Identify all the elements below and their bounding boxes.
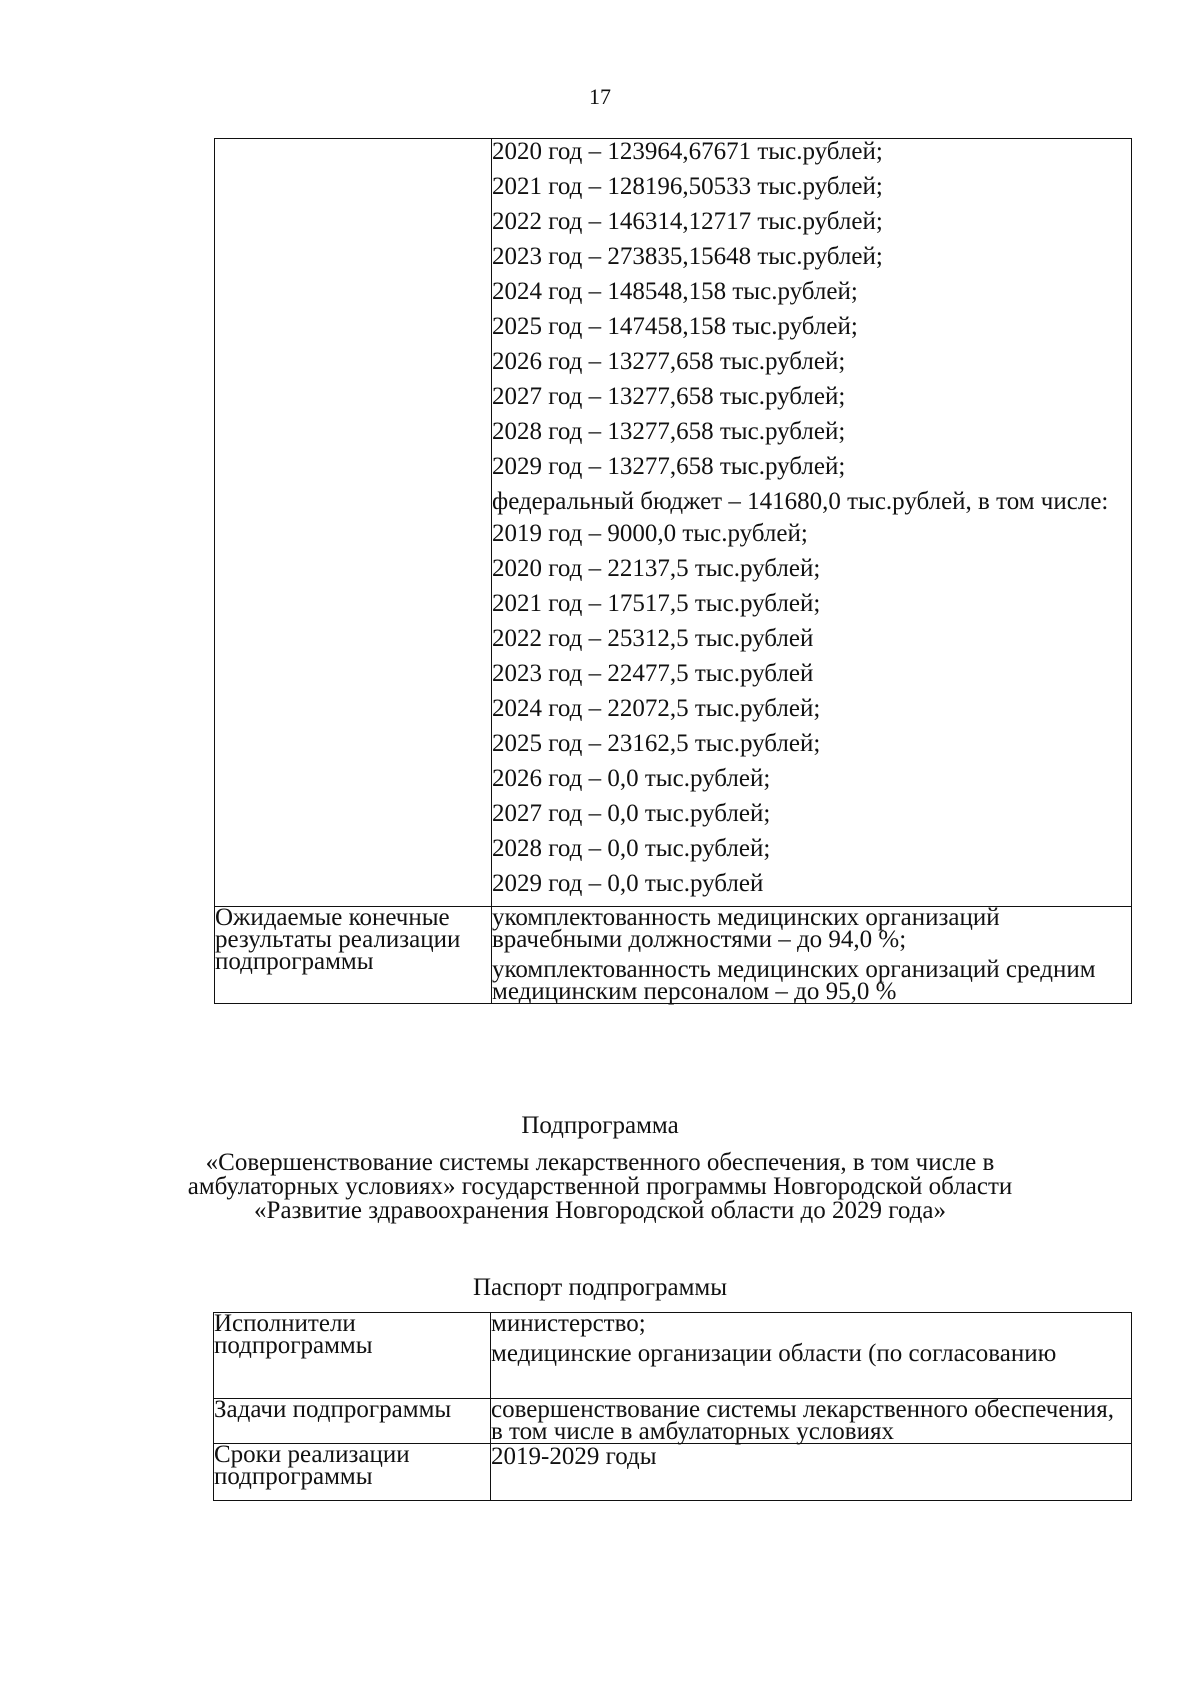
passport-heading: Паспорт подпрограммы (472, 1274, 728, 1301)
federal-funding-line: 2027 год – 0,0 тыс.рублей; (492, 800, 771, 827)
passport-row-terms (214, 1444, 1132, 1501)
federal-funding-line: 2023 год – 22477,5 тыс.рублей (492, 660, 814, 687)
federal-funding-line: 2019 год – 9000,0 тыс.рублей; (492, 520, 808, 547)
executor-item: медицинские организации области (по согласованию (491, 1340, 1057, 1367)
federal-funding-line: 2021 год – 17517,5 тыс.рублей; (492, 590, 821, 617)
federal-funding-line: 2029 год – 0,0 тыс.рублей (492, 870, 764, 897)
funding-row (215, 139, 1132, 907)
result-item: укомплектованность медицинских организаций средним медицинским персоналом – до 95,0 % (492, 956, 1096, 1005)
federal-budget-line: федеральный бюджет – 141680,0 тыс.рублей, в том числе: (492, 488, 1109, 515)
funding-line: 2029 год – 13277,658 тыс.рублей; (492, 453, 846, 480)
passport-row-tasks (214, 1399, 1132, 1444)
executors-cell (491, 1310, 1132, 1399)
terms-text: 2019-2029 годы (491, 1443, 657, 1470)
funding-line: 2027 год – 13277,658 тыс.рублей; (492, 383, 846, 410)
executor-item: министерство; (491, 1310, 646, 1337)
federal-funding-line: 2025 год – 23162,5 тыс.рублей; (492, 730, 821, 757)
funding-line: 2024 год – 148548,158 тыс.рублей; (492, 278, 858, 305)
funding-label-cell (215, 139, 492, 907)
funding-line: 2023 год – 273835,15648 тыс.рублей; (492, 243, 883, 270)
funding-line: 2026 год – 13277,658 тыс.рублей; (492, 348, 846, 375)
funding-values-cell (492, 139, 1132, 907)
funding-line: 2025 год – 147458,158 тыс.рублей; (492, 313, 858, 340)
page-number: 17 (589, 84, 611, 109)
funding-line: 2021 год – 128196,50533 тыс.рублей; (492, 173, 883, 200)
results-label: Ожидаемые конечные результаты реализации подпрограммы (215, 907, 492, 1004)
federal-funding-line: 2026 год – 0,0 тыс.рублей; (492, 765, 771, 792)
tasks-label: Задачи подпрограммы (214, 1399, 491, 1444)
executors-label: Исполнители подпрограммы (214, 1313, 491, 1399)
passport-row-executors (214, 1313, 1132, 1399)
tasks-cell (491, 1396, 1132, 1445)
funding-table (214, 138, 1132, 1004)
federal-funding-line: 2020 год – 22137,5 тыс.рублей; (492, 555, 821, 582)
terms-cell (491, 1444, 1132, 1501)
results-cell (492, 904, 1132, 1005)
terms-label: Сроки реализации подпрограммы (214, 1444, 491, 1501)
federal-funding-line: 2028 год – 0,0 тыс.рублей; (492, 835, 771, 862)
tasks-text: совершенствование системы лекарственного обеспечения, в том числе в амбулаторных условиях (491, 1396, 1114, 1445)
funding-line: 2020 год – 123964,67671 тыс.рублей; (492, 138, 883, 165)
passport-table (213, 1312, 1132, 1501)
subprogram-title-text: «Совершенствование системы лекарственного обеспечения, в том числе в амбулаторных условиях» государственной программы Новгородской области «Развитие здравоохранения Новгородской области до 2029 года» (187, 1149, 1013, 1224)
federal-funding-line: 2024 год – 22072,5 тыс.рублей; (492, 695, 821, 722)
federal-funding-line: 2022 год – 25312,5 тыс.рублей (492, 625, 814, 652)
funding-line: 2022 год – 146314,12717 тыс.рублей; (492, 208, 883, 235)
results-row (215, 907, 1132, 1004)
subprogram-heading: Подпрограмма (521, 1112, 679, 1139)
subprogram-title (0, 1151, 1200, 1223)
result-item: укомплектованность медицинских организаций врачебными должностями – до 94,0 %; (492, 904, 1000, 953)
funding-line: 2028 год – 13277,658 тыс.рублей; (492, 418, 846, 445)
